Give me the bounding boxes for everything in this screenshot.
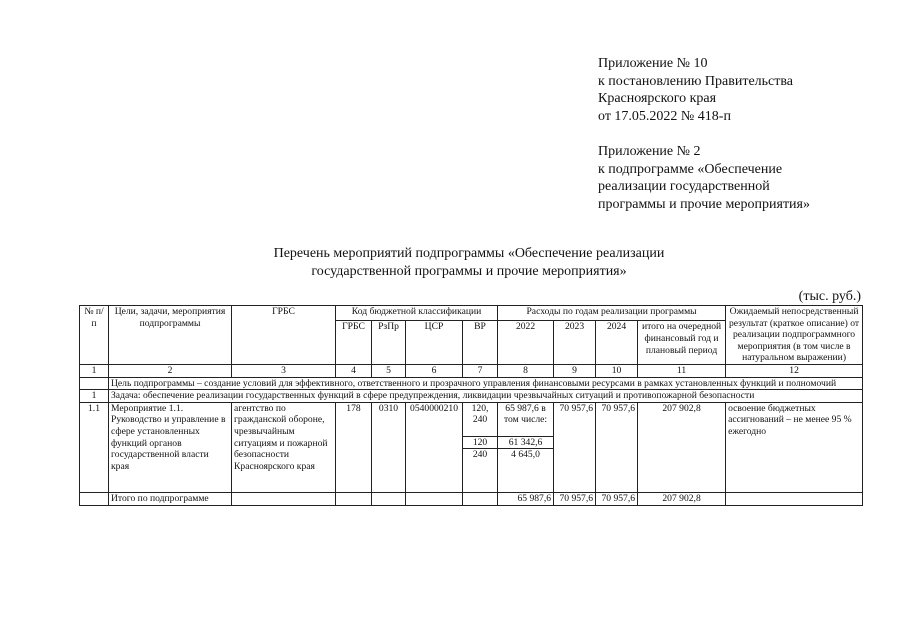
column-number: 3 — [232, 364, 336, 377]
activity-2023: 70 957,6 — [554, 402, 596, 493]
header-total: итого на очередной финансовый год и плановый период — [638, 321, 726, 365]
activity-csr: 0540000210 — [406, 402, 463, 493]
header-grbs-code: ГРБС — [336, 321, 372, 365]
total-empty-cell — [232, 493, 336, 506]
column-number: 6 — [406, 364, 463, 377]
activity-rzpr: 0310 — [372, 402, 406, 493]
column-number: 8 — [498, 364, 554, 377]
document-title-line: государственной программы и прочие мероприятия» — [311, 264, 627, 279]
header-vr: ВР — [463, 321, 498, 365]
activity-sub-2022: 4 645,0 — [498, 449, 554, 493]
activity-result: освоение бюджетных ассигнований – не менее 95 % ежегодно — [726, 402, 863, 493]
activity-2022: 65 987,6 в том числе: — [498, 402, 554, 436]
activity-total: 207 902,8 — [638, 402, 726, 493]
header-rzpr: РзПр — [372, 321, 406, 365]
total-empty-cell — [372, 493, 406, 506]
activity-sub-2022: 61 342,6 — [498, 436, 554, 449]
activity-num: 1.1 — [80, 402, 109, 493]
attachment-2-line: реализации государственной — [598, 179, 770, 194]
attachment-10-line: Приложение № 10 — [598, 56, 708, 71]
task-num: 1 — [80, 390, 109, 403]
attachment-10-line: к постановлению Правительства — [598, 73, 794, 89]
goal-row — [80, 377, 863, 390]
activities-table — [79, 305, 863, 506]
column-number: 2 — [109, 364, 232, 377]
column-number: 1 — [80, 364, 109, 377]
total-2024: 70 957,6 — [596, 493, 638, 506]
document-title-line: Перечень мероприятий подпрограммы «Обеспечение реализации — [273, 246, 665, 261]
total-sum: 207 902,8 — [638, 493, 726, 506]
activity-name: Мероприятие 1.1. Руководство и управление в сфере установленных функций органов государственной власти края — [109, 402, 232, 493]
activity-vr: 120, 240 — [463, 402, 498, 436]
activity-grbs: агентство по гражданской обороне, чрезвычайным ситуациям и пожарной безопасности Красноярского края — [232, 402, 336, 493]
attachment-2-block — [598, 143, 810, 213]
column-number: 7 — [463, 364, 498, 377]
header-row-1 — [80, 306, 863, 321]
attachment-2-line: программы и прочие мероприятия» — [598, 196, 810, 212]
task-text: Задача: обеспечение реализации государственных функций в сфере предупреждения, ликвидации чрезвычайных ситуаций и противопожарной безопасности — [109, 390, 863, 403]
attachment-10-line: от 17.05.2022 № 418-п — [598, 108, 731, 124]
task-row — [80, 390, 863, 403]
column-number: 11 — [638, 364, 726, 377]
attachment-2-line: к подпрограмме «Обеспечение — [598, 161, 783, 177]
goal-text: Цель подпрограммы – создание условий для эффективного, ответственного и прозрачного управления финансовыми ресурсами в рамках установленных функций и полномочий — [109, 377, 863, 390]
header-year-2022: 2022 — [498, 321, 554, 365]
total-empty-cell — [336, 493, 372, 506]
total-empty-cell — [406, 493, 463, 506]
header-expenses: Расходы по годам реализации программы — [498, 306, 726, 321]
goal-num-cell — [80, 377, 109, 390]
activity-sub-vr: 120 — [463, 436, 498, 449]
header-grbs: ГРБС — [232, 306, 336, 365]
column-number: 5 — [372, 364, 406, 377]
header-num: № п/п — [80, 306, 109, 365]
activity-2024: 70 957,6 — [596, 402, 638, 493]
column-number: 10 — [596, 364, 638, 377]
column-number: 12 — [726, 364, 863, 377]
header-year-2024: 2024 — [596, 321, 638, 365]
total-empty-cell — [463, 493, 498, 506]
header-csr: ЦСР — [406, 321, 463, 365]
units-label: (тыс. руб.) — [798, 289, 861, 304]
total-2023: 70 957,6 — [554, 493, 596, 506]
activity-row — [80, 402, 863, 436]
activity-sub-vr: 240 — [463, 449, 498, 493]
attachment-2-line: Приложение № 2 — [598, 144, 701, 159]
attachment-10-block — [598, 55, 793, 125]
column-number: 9 — [554, 364, 596, 377]
header-result: Ожидаемый непосредственный результат (краткое описание) от реализации подпрограммного мероприятия (в том числе в натуральном выражении) — [726, 306, 863, 365]
attachment-10-line: Красноярского края — [598, 91, 717, 106]
header-year-2023: 2023 — [554, 321, 596, 365]
total-2022: 65 987,6 — [498, 493, 554, 506]
total-num-cell — [80, 493, 109, 506]
total-row — [80, 493, 863, 506]
header-budget-code: Код бюджетной классификации — [336, 306, 498, 321]
header-goals: Цели, задачи, мероприятия подпрограммы — [109, 306, 232, 365]
column-number: 4 — [336, 364, 372, 377]
column-numbers-row — [80, 364, 863, 377]
document-title — [0, 245, 905, 281]
total-label: Итого по подпрограмме — [109, 493, 232, 506]
activity-grbs-code: 178 — [336, 402, 372, 493]
total-empty-cell — [726, 493, 863, 506]
